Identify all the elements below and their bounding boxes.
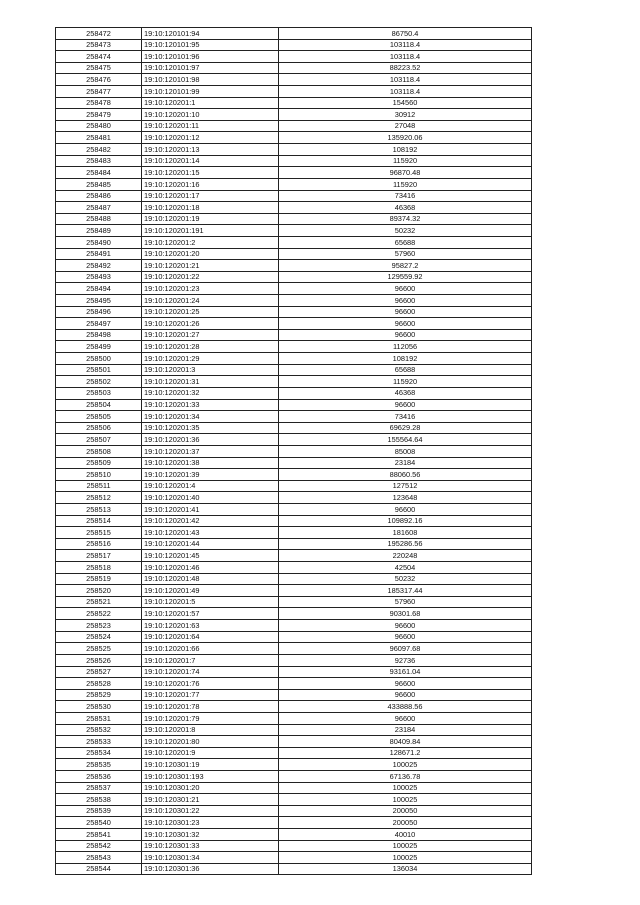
record-id-cell: 258494	[56, 283, 142, 295]
value-cell: 96600	[279, 503, 532, 515]
record-id-cell: 258507	[56, 434, 142, 446]
value-cell: 103118.4	[279, 51, 532, 63]
cadastral-number-cell: 19:10:120101:99	[142, 86, 279, 98]
cadastral-number-cell: 19:10:120201:4	[142, 480, 279, 492]
value-cell: 112056	[279, 341, 532, 353]
cadastral-number-cell: 19:10:120201:34	[142, 411, 279, 423]
table-row	[56, 445, 532, 457]
cadastral-number-cell: 19:10:120201:12	[142, 132, 279, 144]
cadastral-number-cell: 19:10:120101:96	[142, 51, 279, 63]
cadastral-number-cell: 19:10:120301:193	[142, 771, 279, 783]
record-id-cell: 258504	[56, 399, 142, 411]
value-cell: 155564.64	[279, 434, 532, 446]
value-cell: 65688	[279, 364, 532, 376]
cadastral-number-cell: 19:10:120201:35	[142, 422, 279, 434]
cadastral-number-cell: 19:10:120201:1	[142, 97, 279, 109]
record-id-cell: 258514	[56, 515, 142, 527]
value-cell: 115920	[279, 376, 532, 388]
table-row	[56, 736, 532, 748]
value-cell: 181608	[279, 527, 532, 539]
value-cell: 100025	[279, 794, 532, 806]
record-id-cell: 258475	[56, 62, 142, 74]
value-cell: 129559.92	[279, 271, 532, 283]
record-id-cell: 258508	[56, 445, 142, 457]
value-cell: 67136.78	[279, 771, 532, 783]
value-cell: 50232	[279, 573, 532, 585]
table-row	[56, 120, 532, 132]
cadastral-number-cell: 19:10:120201:23	[142, 283, 279, 295]
table-row	[56, 422, 532, 434]
table-row	[56, 596, 532, 608]
table-body	[56, 28, 532, 875]
value-cell: 57960	[279, 596, 532, 608]
cadastral-number-cell: 19:10:120201:14	[142, 155, 279, 167]
value-cell: 108192	[279, 144, 532, 156]
cadastral-number-cell: 19:10:120301:22	[142, 805, 279, 817]
record-id-cell: 258520	[56, 585, 142, 597]
cadastral-number-cell: 19:10:120201:79	[142, 712, 279, 724]
cadastral-number-cell: 19:10:120201:32	[142, 387, 279, 399]
cadastral-number-cell: 19:10:120201:19	[142, 213, 279, 225]
cadastral-number-cell: 19:10:120201:5	[142, 596, 279, 608]
table-row	[56, 724, 532, 736]
record-id-cell: 258509	[56, 457, 142, 469]
cadastral-number-cell: 19:10:120301:32	[142, 829, 279, 841]
value-cell: 154560	[279, 97, 532, 109]
cadastral-number-cell: 19:10:120201:29	[142, 353, 279, 365]
cadastral-number-cell: 19:10:120201:43	[142, 527, 279, 539]
record-id-cell: 258511	[56, 480, 142, 492]
value-cell: 96097.68	[279, 643, 532, 655]
record-id-cell: 258486	[56, 190, 142, 202]
table-row	[56, 492, 532, 504]
record-id-cell: 258524	[56, 631, 142, 643]
cadastral-number-cell: 19:10:120201:26	[142, 318, 279, 330]
cadastral-number-cell: 19:10:120201:42	[142, 515, 279, 527]
table-row	[56, 434, 532, 446]
cadastral-number-cell: 19:10:120201:7	[142, 654, 279, 666]
record-id-cell: 258528	[56, 678, 142, 690]
table-row	[56, 28, 532, 40]
table-row	[56, 712, 532, 724]
table-row	[56, 689, 532, 701]
record-id-cell: 258479	[56, 109, 142, 121]
value-cell: 92736	[279, 654, 532, 666]
table-row	[56, 97, 532, 109]
table-row	[56, 411, 532, 423]
cadastral-number-cell: 19:10:120101:98	[142, 74, 279, 86]
table-row	[56, 236, 532, 248]
table-row	[56, 260, 532, 272]
value-cell: 220248	[279, 550, 532, 562]
table-row	[56, 167, 532, 179]
record-id-cell: 258522	[56, 608, 142, 620]
value-cell: 27048	[279, 120, 532, 132]
cadastral-number-cell: 19:10:120201:8	[142, 724, 279, 736]
record-id-cell: 258525	[56, 643, 142, 655]
table-row	[56, 39, 532, 51]
record-id-cell: 258537	[56, 782, 142, 794]
cadastral-number-cell: 19:10:120201:49	[142, 585, 279, 597]
cadastral-number-cell: 19:10:120201:80	[142, 736, 279, 748]
value-cell: 108192	[279, 353, 532, 365]
cadastral-number-cell: 19:10:120301:34	[142, 852, 279, 864]
table-row	[56, 51, 532, 63]
table-row	[56, 225, 532, 237]
cadastral-number-cell: 19:10:120201:24	[142, 295, 279, 307]
record-id-cell: 258477	[56, 86, 142, 98]
record-id-cell: 258526	[56, 654, 142, 666]
record-id-cell: 258500	[56, 353, 142, 365]
value-cell: 185317.44	[279, 585, 532, 597]
table-row	[56, 190, 532, 202]
cadastral-number-cell: 19:10:120201:77	[142, 689, 279, 701]
record-id-cell: 258541	[56, 829, 142, 841]
record-id-cell: 258533	[56, 736, 142, 748]
table-row	[56, 353, 532, 365]
table-row	[56, 387, 532, 399]
cadastral-number-cell: 19:10:120201:3	[142, 364, 279, 376]
table-row	[56, 213, 532, 225]
cadastral-number-cell: 19:10:120201:40	[142, 492, 279, 504]
cadastral-number-cell: 19:10:120201:36	[142, 434, 279, 446]
record-id-cell: 258491	[56, 248, 142, 260]
value-cell: 96600	[279, 318, 532, 330]
value-cell: 103118.4	[279, 39, 532, 51]
record-id-cell: 258488	[56, 213, 142, 225]
table-row	[56, 399, 532, 411]
value-cell: 73416	[279, 411, 532, 423]
table-row	[56, 109, 532, 121]
table-row	[56, 643, 532, 655]
value-cell: 40010	[279, 829, 532, 841]
table-row	[56, 155, 532, 167]
cadastral-number-cell: 19:10:120201:21	[142, 260, 279, 272]
record-id-cell: 258498	[56, 329, 142, 341]
cadastral-number-cell: 19:10:120201:39	[142, 469, 279, 481]
record-id-cell: 258472	[56, 28, 142, 40]
cadastral-number-cell: 19:10:120201:28	[142, 341, 279, 353]
cadastral-number-cell: 19:10:120301:33	[142, 840, 279, 852]
table-row	[56, 364, 532, 376]
table-row	[56, 550, 532, 562]
table-row	[56, 805, 532, 817]
value-cell: 96600	[279, 678, 532, 690]
cadastral-number-cell: 19:10:120201:27	[142, 329, 279, 341]
value-cell: 195286.56	[279, 538, 532, 550]
record-id-cell: 258499	[56, 341, 142, 353]
table-row	[56, 318, 532, 330]
value-cell: 42504	[279, 562, 532, 574]
cadastral-number-cell: 19:10:120101:95	[142, 39, 279, 51]
cadastral-number-cell: 19:10:120201:46	[142, 562, 279, 574]
cadastral-number-cell: 19:10:120201:33	[142, 399, 279, 411]
table-row	[56, 678, 532, 690]
record-id-cell: 258502	[56, 376, 142, 388]
cadastral-number-cell: 19:10:120201:74	[142, 666, 279, 678]
cadastral-number-cell: 19:10:120201:15	[142, 167, 279, 179]
value-cell: 200050	[279, 817, 532, 829]
record-id-cell: 258535	[56, 759, 142, 771]
value-cell: 135920.06	[279, 132, 532, 144]
cadastral-number-cell: 19:10:120201:17	[142, 190, 279, 202]
record-id-cell: 258542	[56, 840, 142, 852]
record-id-cell: 258521	[56, 596, 142, 608]
value-cell: 96600	[279, 620, 532, 632]
table-row	[56, 86, 532, 98]
cadastral-number-cell: 19:10:120301:21	[142, 794, 279, 806]
value-cell: 115920	[279, 178, 532, 190]
cadastral-number-cell: 19:10:120201:37	[142, 445, 279, 457]
cadastral-number-cell: 19:10:120101:97	[142, 62, 279, 74]
data-table	[55, 27, 532, 875]
record-id-cell: 258519	[56, 573, 142, 585]
value-cell: 50232	[279, 225, 532, 237]
record-id-cell: 258490	[56, 236, 142, 248]
table-row	[56, 271, 532, 283]
table-row	[56, 306, 532, 318]
record-id-cell: 258510	[56, 469, 142, 481]
value-cell: 96600	[279, 306, 532, 318]
cadastral-number-cell: 19:10:120201:25	[142, 306, 279, 318]
table-row	[56, 132, 532, 144]
table-row	[56, 341, 532, 353]
record-id-cell: 258517	[56, 550, 142, 562]
cadastral-number-cell: 19:10:120201:66	[142, 643, 279, 655]
cadastral-number-cell: 19:10:120201:64	[142, 631, 279, 643]
table-row	[56, 747, 532, 759]
record-id-cell: 258485	[56, 178, 142, 190]
cadastral-number-cell: 19:10:120201:10	[142, 109, 279, 121]
record-id-cell: 258518	[56, 562, 142, 574]
table-row	[56, 178, 532, 190]
cadastral-number-cell: 19:10:120201:2	[142, 236, 279, 248]
record-id-cell: 258478	[56, 97, 142, 109]
table-row	[56, 782, 532, 794]
value-cell: 95827.2	[279, 260, 532, 272]
table-row	[56, 840, 532, 852]
table-row	[56, 701, 532, 713]
value-cell: 109892.16	[279, 515, 532, 527]
record-id-cell: 258544	[56, 863, 142, 875]
cadastral-number-cell: 19:10:120201:31	[142, 376, 279, 388]
value-cell: 57960	[279, 248, 532, 260]
table-row	[56, 202, 532, 214]
record-id-cell: 258516	[56, 538, 142, 550]
value-cell: 46368	[279, 202, 532, 214]
record-id-cell: 258515	[56, 527, 142, 539]
value-cell: 96600	[279, 631, 532, 643]
value-cell: 100025	[279, 759, 532, 771]
table-row	[56, 457, 532, 469]
value-cell: 89374.32	[279, 213, 532, 225]
table-row	[56, 515, 532, 527]
record-id-cell: 258493	[56, 271, 142, 283]
cadastral-number-cell: 19:10:120201:44	[142, 538, 279, 550]
record-id-cell: 258523	[56, 620, 142, 632]
value-cell: 30912	[279, 109, 532, 121]
value-cell: 96600	[279, 329, 532, 341]
value-cell: 96600	[279, 399, 532, 411]
cadastral-number-cell: 19:10:120201:22	[142, 271, 279, 283]
record-id-cell: 258538	[56, 794, 142, 806]
record-id-cell: 258539	[56, 805, 142, 817]
record-id-cell: 258497	[56, 318, 142, 330]
record-id-cell: 258503	[56, 387, 142, 399]
table-row	[56, 794, 532, 806]
table-row	[56, 666, 532, 678]
record-id-cell: 258512	[56, 492, 142, 504]
cadastral-number-cell: 19:10:120301:36	[142, 863, 279, 875]
record-id-cell: 258527	[56, 666, 142, 678]
table-row	[56, 248, 532, 260]
record-id-cell: 258496	[56, 306, 142, 318]
value-cell: 433888.56	[279, 701, 532, 713]
table-row	[56, 329, 532, 341]
table-row	[56, 144, 532, 156]
table-row	[56, 62, 532, 74]
record-id-cell: 258501	[56, 364, 142, 376]
cadastral-number-cell: 19:10:120301:20	[142, 782, 279, 794]
cadastral-number-cell: 19:10:120201:78	[142, 701, 279, 713]
value-cell: 23184	[279, 724, 532, 736]
table-row	[56, 759, 532, 771]
record-id-cell: 258529	[56, 689, 142, 701]
value-cell: 88060.56	[279, 469, 532, 481]
cadastral-number-cell: 19:10:120201:20	[142, 248, 279, 260]
value-cell: 128671.2	[279, 747, 532, 759]
value-cell: 96600	[279, 689, 532, 701]
value-cell: 96600	[279, 295, 532, 307]
cadastral-number-cell: 19:10:120201:57	[142, 608, 279, 620]
value-cell: 96870.48	[279, 167, 532, 179]
table-row	[56, 829, 532, 841]
value-cell: 80409.84	[279, 736, 532, 748]
record-id-cell: 258481	[56, 132, 142, 144]
table-row	[56, 585, 532, 597]
record-id-cell: 258530	[56, 701, 142, 713]
table-row	[56, 538, 532, 550]
record-id-cell: 258480	[56, 120, 142, 132]
record-id-cell: 258513	[56, 503, 142, 515]
value-cell: 73416	[279, 190, 532, 202]
cadastral-number-cell: 19:10:120201:16	[142, 178, 279, 190]
record-id-cell: 258476	[56, 74, 142, 86]
record-id-cell: 258532	[56, 724, 142, 736]
value-cell: 23184	[279, 457, 532, 469]
cadastral-number-cell: 19:10:120201:41	[142, 503, 279, 515]
value-cell: 103118.4	[279, 86, 532, 98]
record-id-cell: 258495	[56, 295, 142, 307]
record-id-cell: 258543	[56, 852, 142, 864]
record-id-cell: 258505	[56, 411, 142, 423]
value-cell: 65688	[279, 236, 532, 248]
cadastral-number-cell: 19:10:120201:63	[142, 620, 279, 632]
record-id-cell: 258484	[56, 167, 142, 179]
table-row	[56, 74, 532, 86]
record-id-cell: 258474	[56, 51, 142, 63]
record-id-cell: 258487	[56, 202, 142, 214]
record-id-cell: 258534	[56, 747, 142, 759]
table-row	[56, 562, 532, 574]
record-id-cell: 258536	[56, 771, 142, 783]
cadastral-number-cell: 19:10:120301:23	[142, 817, 279, 829]
value-cell: 93161.04	[279, 666, 532, 678]
value-cell: 115920	[279, 155, 532, 167]
cadastral-number-cell: 19:10:120201:48	[142, 573, 279, 585]
value-cell: 69629.28	[279, 422, 532, 434]
value-cell: 100025	[279, 782, 532, 794]
cadastral-number-cell: 19:10:120201:191	[142, 225, 279, 237]
record-id-cell: 258540	[56, 817, 142, 829]
record-id-cell: 258506	[56, 422, 142, 434]
value-cell: 136034	[279, 863, 532, 875]
table-row	[56, 469, 532, 481]
table-row	[56, 295, 532, 307]
cadastral-number-cell: 19:10:120101:94	[142, 28, 279, 40]
record-id-cell: 258473	[56, 39, 142, 51]
record-id-cell: 258482	[56, 144, 142, 156]
table-row	[56, 376, 532, 388]
record-id-cell: 258492	[56, 260, 142, 272]
value-cell: 200050	[279, 805, 532, 817]
cadastral-number-cell: 19:10:120201:9	[142, 747, 279, 759]
value-cell: 127512	[279, 480, 532, 492]
value-cell: 46368	[279, 387, 532, 399]
record-id-cell: 258531	[56, 712, 142, 724]
table-row	[56, 771, 532, 783]
record-id-cell: 258483	[56, 155, 142, 167]
table-row	[56, 817, 532, 829]
value-cell: 85008	[279, 445, 532, 457]
value-cell: 88223.52	[279, 62, 532, 74]
cadastral-number-cell: 19:10:120201:45	[142, 550, 279, 562]
table-row	[56, 527, 532, 539]
value-cell: 100025	[279, 840, 532, 852]
cadastral-number-cell: 19:10:120201:76	[142, 678, 279, 690]
table-row	[56, 620, 532, 632]
table-row	[56, 480, 532, 492]
table-row	[56, 503, 532, 515]
cadastral-number-cell: 19:10:120201:13	[142, 144, 279, 156]
cadastral-number-cell: 19:10:120301:19	[142, 759, 279, 771]
cadastral-number-cell: 19:10:120201:38	[142, 457, 279, 469]
value-cell: 96600	[279, 283, 532, 295]
cadastral-number-cell: 19:10:120201:18	[142, 202, 279, 214]
value-cell: 103118.4	[279, 74, 532, 86]
value-cell: 90301.68	[279, 608, 532, 620]
table-row	[56, 654, 532, 666]
value-cell: 86750.4	[279, 28, 532, 40]
table-row	[56, 631, 532, 643]
cadastral-number-cell: 19:10:120201:11	[142, 120, 279, 132]
table-row	[56, 283, 532, 295]
table-row	[56, 573, 532, 585]
value-cell: 96600	[279, 712, 532, 724]
value-cell: 100025	[279, 852, 532, 864]
table-row	[56, 608, 532, 620]
table-row	[56, 852, 532, 864]
value-cell: 123648	[279, 492, 532, 504]
record-id-cell: 258489	[56, 225, 142, 237]
table-row	[56, 863, 532, 875]
